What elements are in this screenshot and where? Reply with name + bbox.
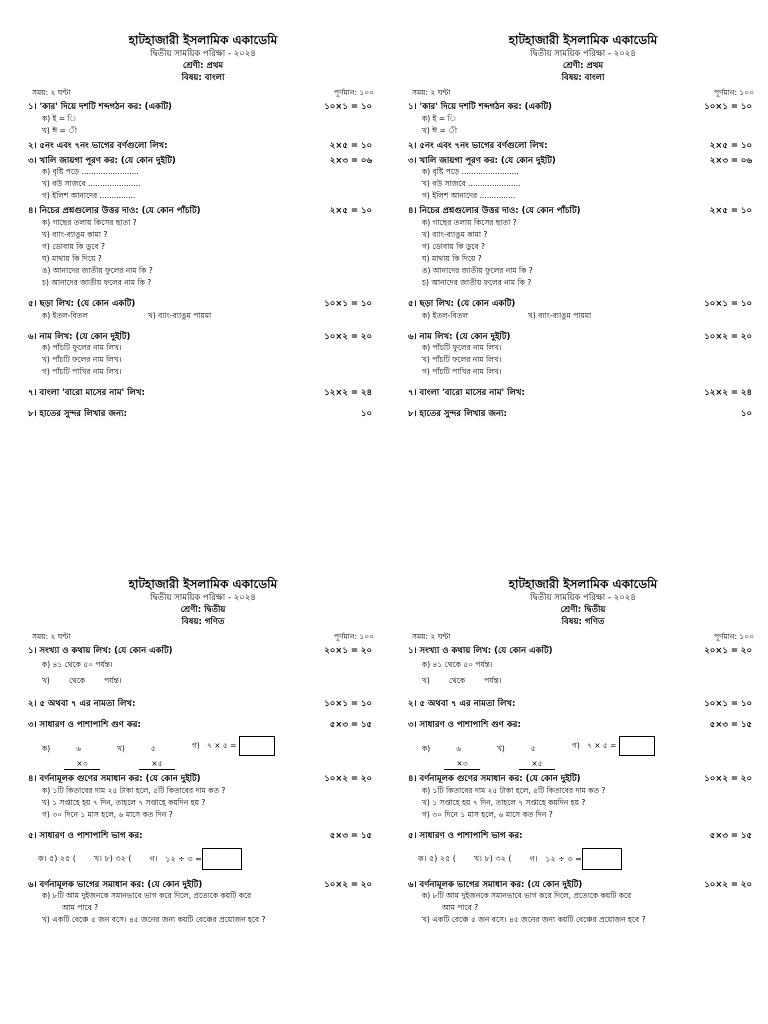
question-8: ৮। হাতের সুন্দর লিখার জন্য: ১০ bbox=[28, 408, 372, 419]
subject-label: বিষয়: বাংলা bbox=[181, 73, 225, 83]
class-label: শ্রেণী: প্রথম bbox=[182, 61, 224, 71]
q1-option-b: খ) ঈ = ী bbox=[422, 126, 458, 135]
q6-option-c: গ) পাঁচটি পাখির নাম লিখ। bbox=[422, 367, 502, 377]
paper-header bbox=[28, 577, 378, 628]
q6-option-a: ক) ৮টি আম দুইজনকে সমানভাবে ভাগ করে দিলে, প্রত্যেকে কয়টি করে bbox=[422, 891, 632, 901]
q4-option-a: ক) গাছের তলায় কিসের ছাতা ? bbox=[42, 217, 137, 227]
q3-option-b: খ) বউ সাজবে ...................... bbox=[422, 179, 521, 189]
q6-option-c: গ) পাঁচটি পাখির নাম লিখ। bbox=[42, 367, 122, 377]
q1-option-b: খ) থেকে পর্যন্ত। bbox=[422, 676, 502, 685]
div-item-c: গ। ১২ ÷ ৩ = bbox=[150, 848, 242, 870]
q4-option-b: খ) ১ সপ্তাহে হয় ৭ দিন, তাহলে ৭ সপ্তাহে কয়দিন হয় ? bbox=[422, 797, 586, 807]
school-name: হাটহাজারী ইসলামিক একাডেমি bbox=[128, 33, 278, 47]
question-6: ৬। নাম লিখ: (যে কোন দুইটি) ১০×২ = ২০ bbox=[408, 331, 752, 342]
subject-label: বিষয়: গণিত bbox=[181, 617, 225, 627]
q4-option-e: ঙ) আনাদের জাতীয় ফুলের নাম কি ? bbox=[42, 265, 153, 275]
question-4: ৪। বর্ণনামূলক গুণের সমাধান কর: (যে কোন দুইটি) ১০×২ = ২০ bbox=[408, 774, 752, 785]
question-4: ৪। নিচের প্রশ্নগুলোর উত্তর দাও: (যে কোন পাঁচটি) ২×৫ = ১০ bbox=[28, 206, 372, 217]
q5-options: ক) ইতল-বিতল খ) ব্যাং-ব্যাঙুম পায়মা bbox=[422, 310, 592, 320]
q4-option-b: খ) ব্যাং-ব্যাঙুম কামা ? bbox=[42, 229, 108, 239]
q6-option-b: খ) একটি বেঞ্চে ৫ জন বসে। ৪৫ জনের জন্য কয়টি বেঞ্চের প্রয়োজন হবে ? bbox=[422, 915, 646, 925]
q4-option-a: ক) ১টি কিতাবের দাম ২৫ টাকা হলে, ৫টি কিতাবের দাম কত ? bbox=[422, 785, 606, 795]
question-4: ৪। বর্ণনামূলক গুণের সমাধান কর: (যে কোন দুইটি) ১০×২ = ২০ bbox=[28, 774, 372, 785]
time-label: সময়: ২ ঘন্টা bbox=[412, 88, 451, 97]
time-label: সময়: ২ ঘন্টা bbox=[32, 88, 71, 97]
q6-option-a: ক) পাঁচটি ফুলের নাম লিখ। bbox=[422, 343, 502, 353]
question-6: ৬। বর্ণনামূলক ভাগের সমাধান কর: (যে কোন দুইটি) ১০×২ = ২০ bbox=[408, 879, 752, 890]
full-marks-label: পূর্ণমান: ১০০ bbox=[334, 632, 374, 641]
paper-header bbox=[408, 33, 758, 84]
div-item-a: ক। ৫) ২৫ ( bbox=[38, 853, 76, 863]
exam-title: দ্বিতীয় সাময়িক পরিক্ষা - ২০২৪ bbox=[150, 593, 256, 603]
question-5: ৫। সাধারণ ও পাশাপাশি ভাগ কর: ৫×৩ = ১৫ bbox=[28, 830, 372, 841]
answer-box[interactable] bbox=[202, 848, 242, 870]
question-7: ৭। বাংলা 'বারো মাসের নাম' লিখ: ১২×২ = ২৪ bbox=[408, 388, 752, 399]
div-item-b: খ। ৮) ৩২ ( bbox=[93, 853, 132, 863]
q4-option-c: গ) ডোবায় কি ডুবে ? bbox=[42, 241, 105, 251]
q4-option-f: চ) আনাদের জাতীয় ফলের নাম কি ? bbox=[42, 277, 152, 287]
bangla-paper-left bbox=[28, 33, 378, 419]
multiplication-problems bbox=[28, 736, 378, 770]
question-2: ২। ৫নং এবং ৭নং ভাগের বর্ণগুলো লিখ: ২×৫ = ১০ bbox=[28, 141, 372, 151]
question-6: ৬। বর্ণনামূলক ভাগের সমাধান কর: (যে কোন দুইটি) ১০×২ = ২০ bbox=[28, 879, 372, 890]
mult-item-c: গ) ৭ × ৫ = bbox=[572, 736, 702, 756]
question-4: ৪। নিচের প্রশ্নগুলোর উত্তর দাও: (যে কোন পাঁচটি) ২×৫ = ১০ bbox=[408, 206, 752, 217]
question-3: ৩। খালি জায়গা পূরণ কর: (যে কোন দুইটি) ২×৩ = ০৬ bbox=[28, 155, 372, 166]
div-item-c: গ। ১২ ÷ ৩ = bbox=[530, 848, 622, 870]
q1-option-a: ক) ৪১ থেকে ৫০ পর্যন্ত। bbox=[42, 660, 113, 669]
exam-title: দ্বিতীয় সাময়িক পরিক্ষা - ২০২৪ bbox=[150, 49, 256, 59]
question-2: ২। ৫ অথবা ৭ এর নামতা লিখ: ১০×১ = ১০ bbox=[408, 699, 752, 709]
q4-option-a: ক) ১টি কিতাবের দাম ২৫ টাকা হলে, ৫টি কিতাবের দাম কত ? bbox=[42, 785, 226, 795]
q3-option-a: ক) বৃষ্টি পড়ে ........................ bbox=[422, 167, 519, 177]
exam-title: দ্বিতীয় সাময়িক পরিক্ষা - ২০২৪ bbox=[530, 593, 636, 603]
question-1: ১। 'কার' দিয়ে দশটি শব্দগঠন কর: (একটি) ১০×১ = ১০ bbox=[28, 102, 372, 113]
q1-option-a: ক) ৪১ থেকে ৫০ পর্যন্ত। bbox=[422, 660, 493, 669]
q3-option-a: ক) বৃষ্টি পড়ে ........................ bbox=[42, 167, 139, 177]
q1-option-b: খ) ঈ = ী bbox=[42, 126, 78, 135]
time-label: সময়: ২ ঘন্টা bbox=[412, 632, 451, 641]
q4-option-f: চ) আনাদের জাতীয় ফলের নাম কি ? bbox=[422, 277, 532, 287]
exam-title: দ্বিতীয় সাময়িক পরিক্ষা - ২০২৪ bbox=[530, 49, 636, 59]
time-marks-row bbox=[408, 88, 758, 97]
q6-option-b: খ) একটি বেঞ্চে ৫ জন বসে। ৪৫ জনের জন্য কয়টি বেঞ্চের প্রয়োজন হবে ? bbox=[42, 915, 266, 925]
question-2: ২। ৫নং এবং ৭নং ভাগের বর্ণগুলো লিখ: ২×৫ = ১০ bbox=[408, 141, 752, 151]
question-3: ৩। সাধারণ ও পাশাপাশি গুণ কর: ৫×৩ = ১৫ bbox=[28, 719, 372, 730]
q6-option-b: খ) পাঁচটি ফলের নাম লিখ। bbox=[42, 355, 122, 365]
q4-option-c: গ) ৩০ দিনে ১ মাস হলে, ৬ মাসে কত দিন ? bbox=[422, 809, 553, 819]
time-label: সময়: ২ ঘন্টা bbox=[32, 632, 71, 641]
class-label: শ্রেণী: দ্বিতীয় bbox=[180, 605, 226, 615]
q4-option-c: গ) ৩০ দিনে ১ মাস হলে, ৬ মাসে কত দিন ? bbox=[42, 809, 173, 819]
paper-header bbox=[28, 33, 378, 84]
q6-option-b: খ) পাঁচটি ফলের নাম লিখ। bbox=[422, 355, 502, 365]
q5-options: ক) ইতল-বিতল খ) ব্যাং-ব্যাঙুম পায়মা bbox=[42, 310, 212, 320]
school-name: হাটহাজারী ইসলামিক একাডেমি bbox=[508, 33, 658, 47]
answer-box[interactable] bbox=[619, 736, 655, 756]
question-2: ২। ৫ অথবা ৭ এর নামতা লিখ: ১০×১ = ১০ bbox=[28, 699, 372, 709]
math-paper-right bbox=[408, 577, 758, 926]
question-8: ৮। হাতের সুন্দর লিখার জন্য: ১০ bbox=[408, 408, 752, 419]
full-marks-label: পূর্ণমান: ১০০ bbox=[334, 88, 374, 97]
mult-item-c: গ) ৭ × ৫ = bbox=[192, 736, 322, 756]
question-6: ৬। নাম লিখ: (যে কোন দুইটি) ১০×২ = ২০ bbox=[28, 331, 372, 342]
q6-option-a-cont: আম পাবে ? bbox=[62, 903, 99, 913]
subject-label: বিষয়: বাংলা bbox=[561, 73, 605, 83]
school-name: হাটহাজারী ইসলামিক একাডেমি bbox=[508, 577, 658, 591]
question-3: ৩। সাধারণ ও পাশাপাশি গুণ কর: ৫×৩ = ১৫ bbox=[408, 719, 752, 730]
question-7: ৭। বাংলা 'বারো মাসের নাম' লিখ: ১২×২ = ২৪ bbox=[28, 388, 372, 399]
school-name: হাটহাজারী ইসলামিক একাডেমি bbox=[128, 577, 278, 591]
full-marks-label: পূর্ণমান: ১০০ bbox=[714, 88, 754, 97]
question-1: ১। সংখ্যা ও কথায় লিখ: (যে কোন একটি) ২০×১ = ২০ bbox=[408, 646, 752, 657]
division-problems bbox=[408, 848, 758, 870]
time-marks-row bbox=[28, 632, 378, 641]
question-1: ১। সংখ্যা ও কথায় লিখ: (যে কোন একটি) ২০×১ = ২০ bbox=[28, 646, 372, 657]
q4-option-d: ঘ) মাথায় কি দিয়ে ? bbox=[42, 253, 102, 263]
q4-option-b: খ) ব্যাং-ব্যাঙুম কামা ? bbox=[422, 229, 488, 239]
time-marks-row bbox=[28, 88, 378, 97]
mult-item-a: ক) ৬ ×৩ bbox=[42, 744, 117, 771]
q4-option-a: ক) গাছের তলায় কিসের ছাতা ? bbox=[422, 217, 517, 227]
q4-option-d: ঘ) মাথায় কি দিয়ে ? bbox=[422, 253, 482, 263]
q4-option-c: গ) ডোবায় কি ডুবে ? bbox=[422, 241, 485, 251]
div-item-a: ক। ৫) ২৫ ( bbox=[418, 853, 456, 863]
question-5: ৫। সাধারণ ও পাশাপাশি ভাগ কর: ৫×৩ = ১৫ bbox=[408, 830, 752, 841]
answer-box[interactable] bbox=[582, 848, 622, 870]
time-marks-row bbox=[408, 632, 758, 641]
multiplication-problems bbox=[408, 736, 758, 770]
math-paper-left bbox=[28, 577, 378, 926]
question-3: ৩। খালি জায়গা পূরণ কর: (যে কোন দুইটি) ২×৩ = ০৬ bbox=[408, 155, 752, 166]
mult-item-a: ক) ৬ ×৩ bbox=[422, 744, 497, 771]
q1-option-a: ক) ই = ি bbox=[422, 114, 457, 123]
mult-item-b: খ) ৫ ×৫ bbox=[117, 744, 192, 771]
subject-label: বিষয়: গণিত bbox=[561, 617, 605, 627]
question-5: ৫। ছড়া লিখ: (যে কোন একটি) ১০×১ = ১০ bbox=[408, 298, 752, 309]
class-label: শ্রেণী: প্রথম bbox=[562, 61, 604, 71]
question-1: ১। 'কার' দিয়ে দশটি শব্দগঠন কর: (একটি) ১০×১ = ১০ bbox=[408, 102, 752, 113]
q1-option-b: খ) থেকে পর্যন্ত। bbox=[42, 676, 122, 685]
q4-option-e: ঙ) আনাদের জাতীয় ফুলের নাম কি ? bbox=[422, 265, 533, 275]
full-marks-label: পূর্ণমান: ১০০ bbox=[714, 632, 754, 641]
q3-option-c: গ) ইলিশ আনাদের ............... bbox=[422, 191, 516, 201]
question-5: ৫। ছড়া লিখ: (যে কোন একটি) ১০×১ = ১০ bbox=[28, 298, 372, 309]
class-label: শ্রেণী: দ্বিতীয় bbox=[560, 605, 606, 615]
division-problems bbox=[28, 848, 378, 870]
q4-option-b: খ) ১ সপ্তাহে হয় ৭ দিন, তাহলে ৭ সপ্তাহে কয়দিন হয় ? bbox=[42, 797, 206, 807]
q3-option-c: গ) ইলিশ আনাদের ............... bbox=[42, 191, 136, 201]
div-item-b: খ। ৮) ৩২ ( bbox=[473, 853, 512, 863]
q6-option-a: ক) ৮টি আম দুইজনকে সমানভাবে ভাগ করে দিলে, প্রত্যেকে কয়টি করে bbox=[42, 891, 252, 901]
paper-header bbox=[408, 577, 758, 628]
mult-item-b: খ) ৫ ×৫ bbox=[497, 744, 572, 771]
answer-box[interactable] bbox=[239, 736, 275, 756]
q3-option-b: খ) বউ সাজবে ...................... bbox=[42, 179, 141, 189]
q6-option-a-cont: আম পাবে ? bbox=[442, 903, 479, 913]
q1-option-a: ক) ই = ি bbox=[42, 114, 77, 123]
bangla-paper-right bbox=[408, 33, 758, 419]
q6-option-a: ক) পাঁচটি ফুলের নাম লিখ। bbox=[42, 343, 122, 353]
